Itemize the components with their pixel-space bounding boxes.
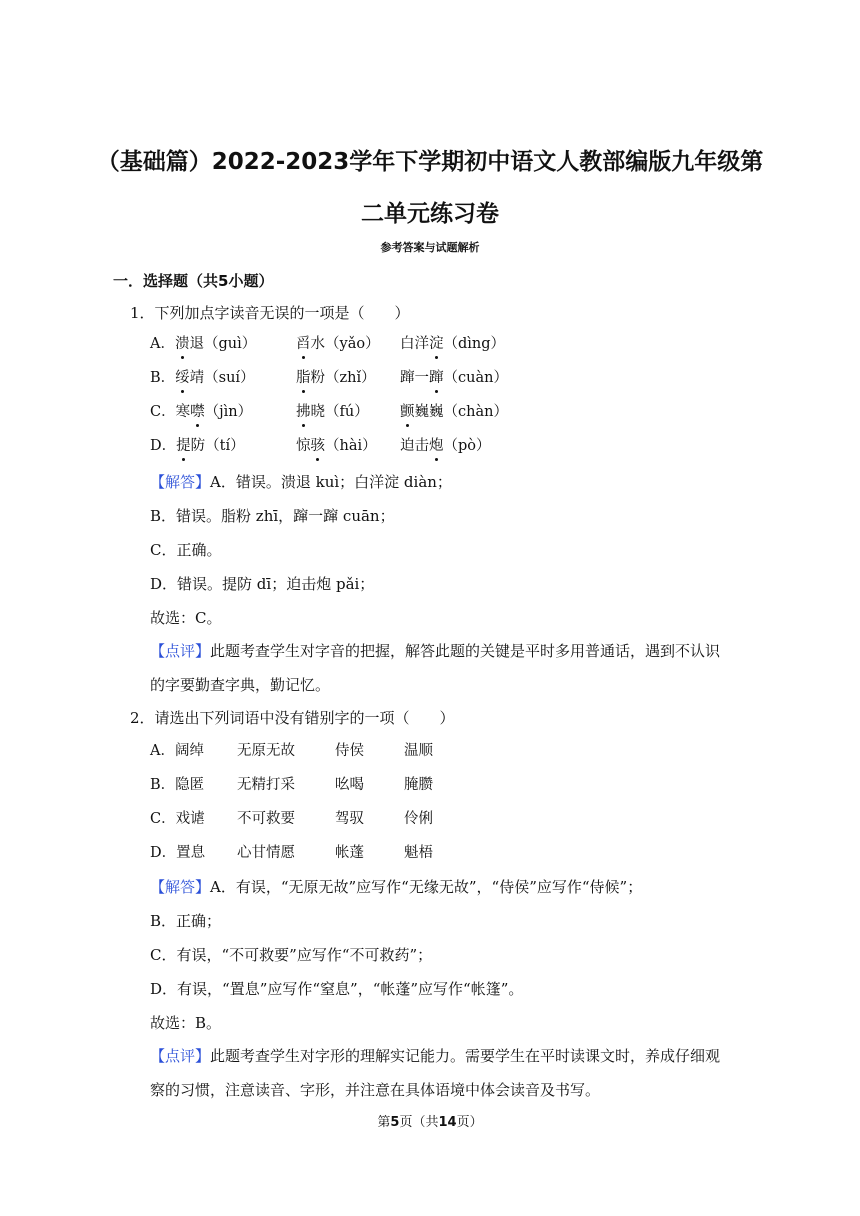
option-text: （dìng）	[443, 336, 506, 352]
q1-answer-c: C．正确。	[150, 541, 222, 559]
option-text: 白洋	[400, 336, 429, 352]
q1-option-item	[400, 436, 491, 456]
q2-option-word: 无精打采	[237, 777, 295, 793]
footer-total-pages: 14	[438, 1115, 457, 1130]
q2-comment	[150, 1046, 720, 1066]
q1-answer	[150, 472, 452, 492]
q2-option-word: D．置息	[150, 845, 206, 861]
q2-option-word: 帐蓬	[335, 845, 364, 861]
dotted-character: 舀	[296, 336, 311, 352]
option-text: 惊	[296, 438, 311, 454]
q2-option-word: 伶俐	[404, 811, 433, 827]
option-text: 晓（fú）	[310, 404, 369, 420]
q2-option-word: 侍侯	[335, 743, 364, 759]
option-text: 巍巍（chàn）	[414, 404, 508, 420]
q1-stem: 1．下列加点字读音无误的一项是（ ）	[130, 304, 410, 322]
q1-option-item	[400, 368, 508, 388]
q1-comment	[150, 641, 720, 661]
option-text: D．	[150, 438, 177, 454]
dotted-character: 炮	[429, 438, 444, 454]
option-text: 退（guì）	[189, 336, 257, 352]
dotted-character: 溃	[174, 336, 190, 352]
page-footer	[0, 1111, 860, 1130]
answer-tag: 【解答】	[150, 878, 211, 896]
q2-option-word: 温顺	[404, 743, 433, 759]
option-text: B．	[150, 370, 176, 386]
dotted-character: 脂	[296, 370, 311, 386]
answer-text: A．有误，“无原无故”应写作“无缘无故”，“侍侯”应写作“侍候”；	[210, 878, 643, 896]
section-heading: 一．选择题（共5小题）	[113, 272, 274, 290]
dotted-character: 蹿	[429, 370, 444, 386]
q1-comment-cont: 的字要勤查字典，勤记忆。	[150, 676, 331, 694]
dotted-character: 提	[176, 438, 191, 454]
option-text: 靖（suí）	[189, 370, 255, 386]
option-text: C．寒	[150, 404, 191, 420]
doc-subtitle: 参考答案与试题解析	[380, 241, 480, 254]
footer-pre: 第	[377, 1115, 391, 1130]
q1-answer-d: D．错误。提防 dī；迫击炮 pǎi；	[150, 575, 375, 593]
q2-option-word: 心甘情愿	[237, 845, 295, 861]
option-text: 防（tí）	[190, 438, 245, 454]
q1-option-item	[296, 368, 376, 388]
option-text: 蹿一	[400, 370, 429, 386]
dotted-character: 淀	[429, 336, 444, 352]
dotted-character: 拂	[296, 404, 311, 420]
dotted-character: 骇	[310, 438, 325, 454]
comment-text: 此题考查学生对字音的把握，解答此题的关键是平时多用普通话，遇到不认识	[210, 642, 721, 660]
option-text: 水（yǎo）	[310, 336, 380, 352]
q1-option-item	[400, 334, 505, 354]
q2-option-word: B．隐匿	[150, 777, 205, 793]
q2-option-word: 魁梧	[404, 845, 433, 861]
q1-option-item	[150, 368, 255, 388]
q2-option-word: 腌臜	[404, 777, 433, 793]
q2-option-word: 不可救要	[237, 811, 295, 827]
q1-answer-choice: 故选：C。	[150, 609, 222, 627]
q1-option-item	[296, 436, 377, 456]
option-text: （hài）	[325, 438, 377, 454]
comment-text: 此题考查学生对字形的理解实记能力。需要学生在平时读课文时，养成仔细观	[210, 1047, 721, 1065]
dotted-character: 颤	[400, 404, 415, 420]
q2-answer-b: B．正确；	[150, 912, 222, 930]
answer-text: A．错误。溃退 kuì；白洋淀 diàn；	[210, 473, 452, 491]
q2-option-word: 驾驭	[335, 811, 364, 827]
answer-tag: 【解答】	[150, 473, 211, 491]
q2-answer-c: C．有误，“不可救要”应写作“不可救药”；	[150, 946, 433, 964]
dotted-character: 噤	[190, 404, 205, 420]
footer-page-number: 5	[390, 1115, 400, 1130]
q1-option-item	[296, 334, 380, 354]
option-text: （pò）	[443, 438, 491, 454]
footer-post: 页）	[456, 1115, 483, 1130]
q2-answer-choice: 故选：B。	[150, 1014, 222, 1032]
q1-answer-b: B．错误。脂粉 zhī，蹿一蹿 cuān；	[150, 507, 395, 525]
option-text: （cuàn）	[443, 370, 508, 386]
doc-title-line2: 二单元练习卷	[361, 201, 499, 227]
q2-answer	[150, 877, 642, 897]
q1-option-item	[400, 402, 508, 422]
q2-option-word: C．戏谑	[150, 811, 205, 827]
comment-tag: 【点评】	[150, 642, 211, 660]
option-text: 迫击	[400, 438, 429, 454]
comment-tag: 【点评】	[150, 1047, 211, 1065]
q1-option-item	[150, 436, 245, 456]
q1-option-item	[150, 334, 256, 354]
option-text: （jìn）	[204, 404, 253, 420]
q2-option-word: 吆喝	[335, 777, 364, 793]
q1-option-item	[296, 402, 369, 422]
footer-mid: 页（共	[399, 1115, 439, 1130]
q2-comment-cont: 察的习惯，注意读音、字形，并注意在具体语境中体会读音及书写。	[150, 1081, 601, 1099]
dotted-character: 绥	[175, 370, 190, 386]
option-text: 粉（zhǐ）	[310, 370, 376, 386]
q2-option-word: A．阔绰	[150, 743, 204, 759]
doc-title-line1: （基础篇）2022-2023学年下学期初中语文人教部编版九年级第	[96, 149, 764, 175]
q2-answer-d: D．有误，“置息”应写作“窒息”，“帐蓬”应写作“帐篷”。	[150, 980, 524, 998]
q2-stem: 2．请选出下列词语中没有错别字的一项（ ）	[130, 709, 455, 727]
q2-option-word: 无原无故	[237, 743, 295, 759]
q1-option-item	[150, 402, 252, 422]
option-text: A．	[150, 336, 175, 352]
